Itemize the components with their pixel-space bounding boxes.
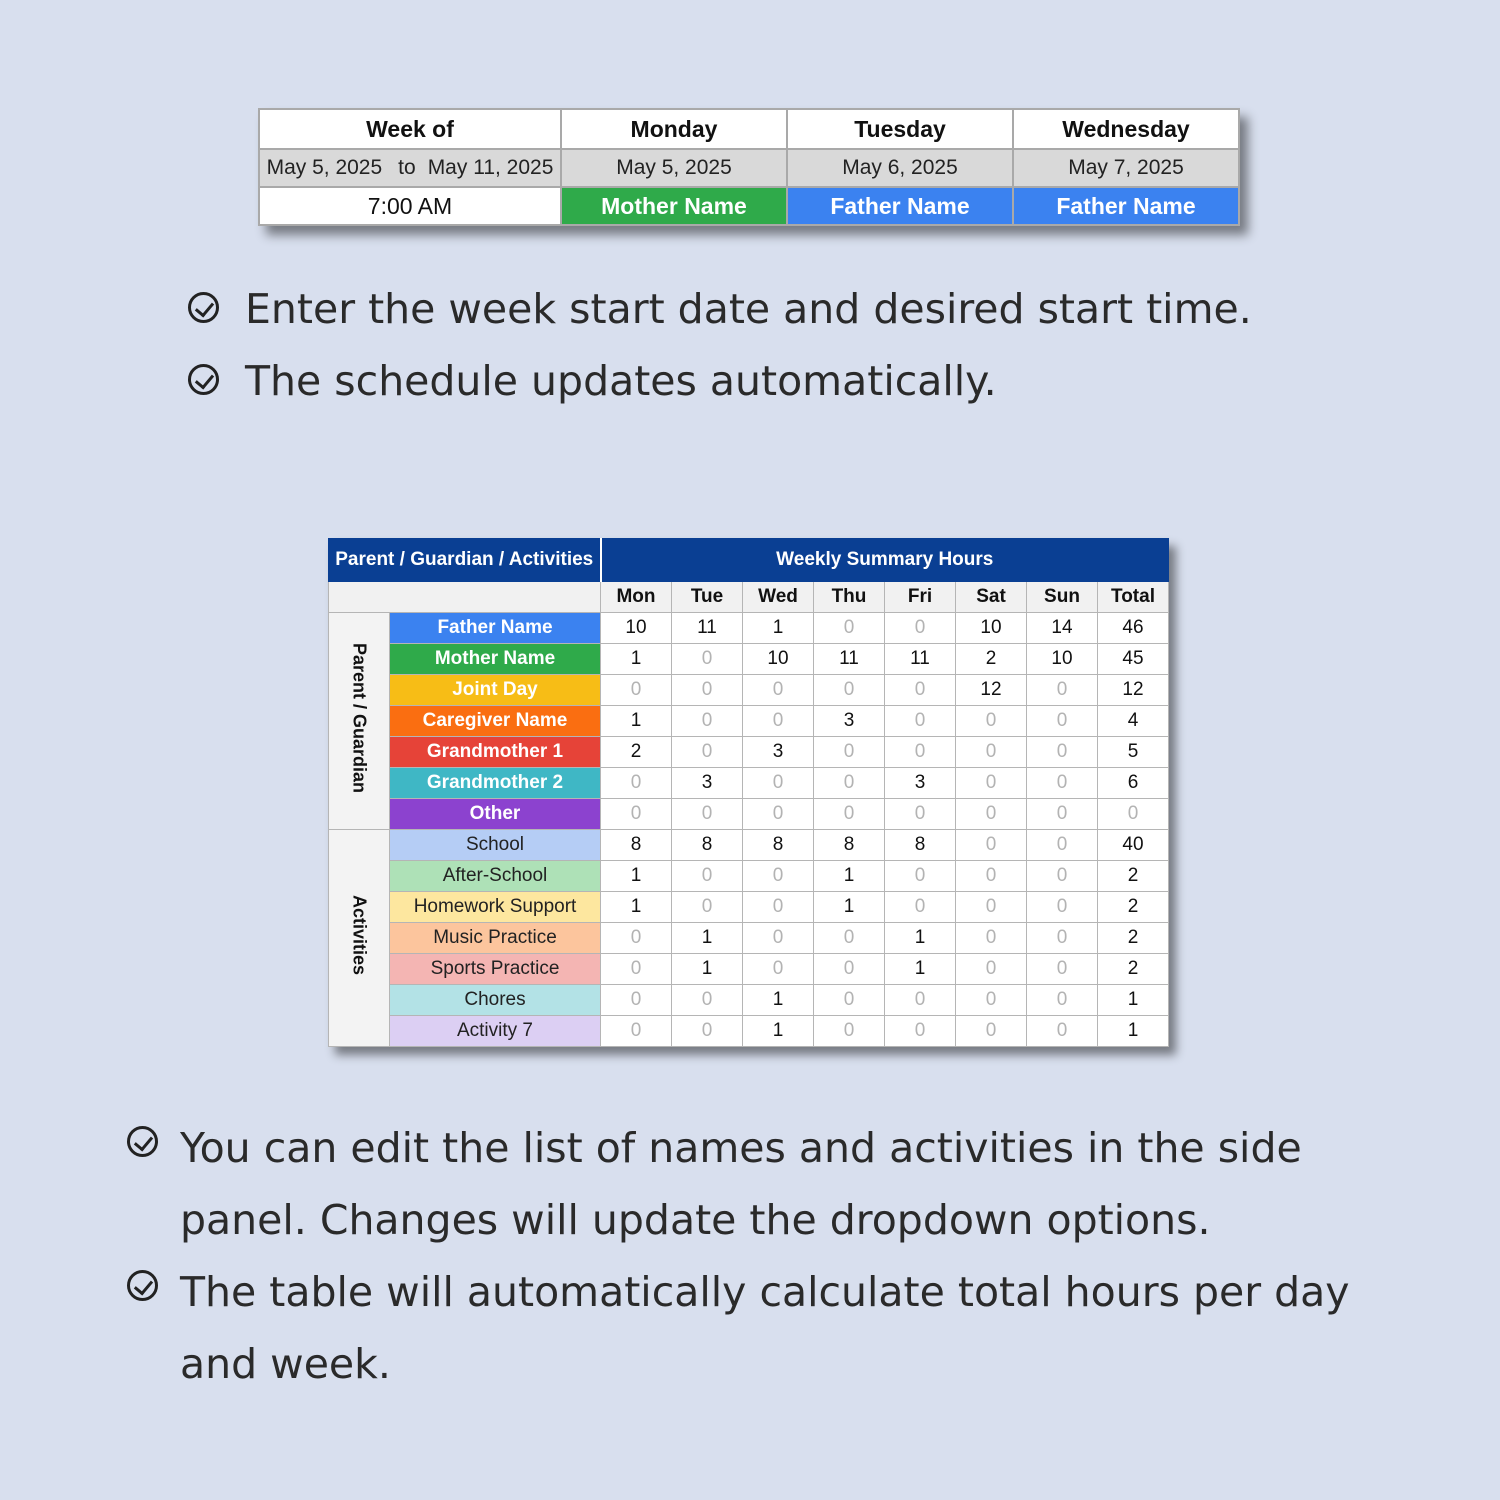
activity-name-cell[interactable]: Activity 7 — [390, 1016, 601, 1047]
hours-cell: 0 — [956, 768, 1027, 799]
hours-cell: 11 — [885, 644, 956, 675]
summary-row — [329, 706, 1169, 737]
summary-row — [329, 892, 1169, 923]
total-hours-cell: 0 — [1098, 799, 1169, 830]
hours-cell: 0 — [956, 830, 1027, 861]
hours-cell: 0 — [672, 737, 743, 768]
hours-cell: 0 — [1027, 706, 1098, 737]
hours-cell: 0 — [743, 799, 814, 830]
hours-cell: 0 — [601, 985, 672, 1016]
total-hours-cell: 45 — [1098, 644, 1169, 675]
hours-cell: 0 — [1027, 954, 1098, 985]
hours-cell: 10 — [601, 613, 672, 644]
week-start-date[interactable]: May 5, 2025 — [266, 156, 383, 179]
hours-cell: 8 — [601, 830, 672, 861]
hours-cell: 1 — [814, 892, 885, 923]
hours-cell: 0 — [1027, 768, 1098, 799]
check-circle-icon — [188, 292, 219, 323]
hours-cell: 0 — [672, 1016, 743, 1047]
total-hours-cell: 40 — [1098, 830, 1169, 861]
summary-row — [329, 613, 1169, 644]
hours-cell: 0 — [814, 675, 885, 706]
day-header-monday: Monday — [561, 109, 787, 149]
hours-cell: 1 — [814, 861, 885, 892]
hours-cell: 0 — [814, 768, 885, 799]
hours-cell: 0 — [601, 1016, 672, 1047]
hours-cell: 0 — [743, 768, 814, 799]
person-name-cell[interactable]: Grandmother 1 — [390, 737, 601, 768]
hours-cell: 1 — [672, 954, 743, 985]
day-column-header: Fri — [885, 582, 956, 613]
hours-cell: 0 — [956, 954, 1027, 985]
group-label-parents — [329, 613, 390, 830]
hours-cell: 11 — [814, 644, 885, 675]
summary-row — [329, 799, 1169, 830]
hours-cell: 1 — [743, 1016, 814, 1047]
check-circle-icon — [127, 1270, 158, 1301]
hours-cell: 0 — [743, 706, 814, 737]
total-hours-cell: 6 — [1098, 768, 1169, 799]
hours-cell: 8 — [885, 830, 956, 861]
activity-name-cell[interactable]: Chores — [390, 985, 601, 1016]
hours-cell: 0 — [1027, 892, 1098, 923]
hours-cell: 0 — [1027, 675, 1098, 706]
hours-cell: 0 — [1027, 830, 1098, 861]
hours-cell: 0 — [601, 768, 672, 799]
date-wednesday: May 7, 2025 — [1013, 149, 1239, 187]
day-header-tuesday: Tuesday — [787, 109, 1013, 149]
hours-cell: 0 — [601, 675, 672, 706]
hours-cell: 2 — [601, 737, 672, 768]
person-name-cell[interactable]: Joint Day — [390, 675, 601, 706]
hours-cell: 0 — [672, 861, 743, 892]
hours-cell: 0 — [672, 644, 743, 675]
group-label-text: Activities — [349, 895, 370, 976]
hours-cell: 0 — [672, 706, 743, 737]
activity-name-cell[interactable]: Sports Practice — [390, 954, 601, 985]
check-circle-icon — [188, 364, 219, 395]
total-hours-cell: 2 — [1098, 861, 1169, 892]
tip-text: You can edit the list of names and activities in the side panel. Changes will update the dropdown options. — [180, 1124, 1302, 1244]
assignee-tuesday[interactable]: Father Name — [787, 187, 1013, 225]
summary-row — [329, 954, 1169, 985]
hours-cell: 1 — [601, 892, 672, 923]
summary-row — [329, 644, 1169, 675]
total-hours-cell: 1 — [1098, 1016, 1169, 1047]
summary-row — [329, 1016, 1169, 1047]
summary-row — [329, 861, 1169, 892]
hours-cell: 0 — [601, 954, 672, 985]
total-hours-cell: 2 — [1098, 892, 1169, 923]
hours-cell: 3 — [814, 706, 885, 737]
hours-cell: 10 — [743, 644, 814, 675]
hours-cell: 0 — [672, 799, 743, 830]
total-hours-cell: 4 — [1098, 706, 1169, 737]
hours-cell: 0 — [814, 954, 885, 985]
hours-cell: 0 — [956, 892, 1027, 923]
person-name-cell[interactable]: Mother Name — [390, 644, 601, 675]
hours-cell: 0 — [956, 799, 1027, 830]
hours-cell: 1 — [885, 923, 956, 954]
weekly-summary-table — [328, 538, 1169, 1047]
hours-cell: 12 — [956, 675, 1027, 706]
hours-cell: 1 — [601, 861, 672, 892]
hours-cell: 0 — [885, 985, 956, 1016]
hours-cell: 0 — [814, 737, 885, 768]
summary-row — [329, 737, 1169, 768]
hours-cell: 1 — [601, 644, 672, 675]
tip-text: The schedule updates automatically. — [245, 357, 997, 405]
hours-cell: 8 — [743, 830, 814, 861]
hours-cell: 0 — [1027, 737, 1098, 768]
hours-cell: 0 — [814, 923, 885, 954]
summary-row — [329, 985, 1169, 1016]
hours-cell: 1 — [743, 985, 814, 1016]
hours-cell: 0 — [601, 799, 672, 830]
hours-cell: 0 — [1027, 799, 1098, 830]
hours-cell: 0 — [743, 675, 814, 706]
hours-cell: 0 — [814, 1016, 885, 1047]
hours-cell: 2 — [956, 644, 1027, 675]
summary-row — [329, 675, 1169, 706]
date-monday: May 5, 2025 — [561, 149, 787, 187]
total-hours-cell: 5 — [1098, 737, 1169, 768]
hours-cell: 8 — [672, 830, 743, 861]
hours-cell: 0 — [885, 706, 956, 737]
hours-cell: 0 — [956, 1016, 1027, 1047]
hours-cell: 0 — [885, 799, 956, 830]
check-circle-icon — [127, 1126, 158, 1157]
hours-cell: 0 — [885, 675, 956, 706]
hours-cell: 1 — [885, 954, 956, 985]
hours-cell: 0 — [814, 799, 885, 830]
activity-name-cell[interactable]: After-School — [390, 861, 601, 892]
hours-cell: 0 — [885, 861, 956, 892]
hours-cell: 0 — [885, 1016, 956, 1047]
hours-cell: 0 — [743, 954, 814, 985]
hours-cell: 0 — [956, 985, 1027, 1016]
hours-cell: 0 — [1027, 923, 1098, 954]
group-label-text: Parent / Guardian — [349, 643, 370, 794]
day-column-header: Mon — [601, 582, 672, 613]
hours-cell: 3 — [885, 768, 956, 799]
hours-cell: 1 — [672, 923, 743, 954]
hours-cell: 0 — [743, 892, 814, 923]
day-column-header: Sat — [956, 582, 1027, 613]
summary-right-title: Weekly Summary Hours — [601, 539, 1169, 582]
activity-name-cell[interactable]: Homework Support — [390, 892, 601, 923]
hours-cell: 0 — [672, 892, 743, 923]
day-column-header: Tue — [672, 582, 743, 613]
hours-cell: 11 — [672, 613, 743, 644]
assignee-wednesday[interactable]: Father Name — [1013, 187, 1239, 225]
day-column-header: Sun — [1027, 582, 1098, 613]
total-hours-cell: 2 — [1098, 954, 1169, 985]
hours-cell: 0 — [885, 892, 956, 923]
activity-name-cell[interactable]: Music Practice — [390, 923, 601, 954]
tip-text: Enter the week start date and desired start time. — [245, 285, 1252, 333]
hours-cell: 0 — [956, 923, 1027, 954]
day-header-wednesday: Wednesday — [1013, 109, 1239, 149]
date-tuesday: May 6, 2025 — [787, 149, 1013, 187]
total-hours-cell: 2 — [1098, 923, 1169, 954]
summary-row — [329, 768, 1169, 799]
person-name-cell[interactable]: Caregiver Name — [390, 706, 601, 737]
hours-cell: 0 — [1027, 861, 1098, 892]
hours-cell: 3 — [672, 768, 743, 799]
tip-text: The table will automatically calculate total hours per day and week. — [180, 1268, 1350, 1388]
week-range-cell[interactable] — [259, 149, 561, 187]
person-name-cell[interactable]: Grandmother 2 — [390, 768, 601, 799]
day-column-header: Total — [1098, 582, 1169, 613]
hours-cell: 0 — [885, 737, 956, 768]
summary-row — [329, 923, 1169, 954]
hours-cell: 14 — [1027, 613, 1098, 644]
hours-cell: 10 — [1027, 644, 1098, 675]
blank-header-cell — [329, 582, 601, 613]
total-hours-cell: 46 — [1098, 613, 1169, 644]
hours-cell: 0 — [1027, 1016, 1098, 1047]
hours-cell: 0 — [1027, 985, 1098, 1016]
day-column-header: Thu — [814, 582, 885, 613]
hours-cell: 0 — [956, 706, 1027, 737]
person-name-cell[interactable]: Other — [390, 799, 601, 830]
hours-cell: 0 — [672, 985, 743, 1016]
hours-cell: 0 — [956, 737, 1027, 768]
week-range-to: to — [398, 156, 416, 179]
week-of-header: Week of — [259, 109, 561, 149]
hours-cell: 0 — [743, 861, 814, 892]
weekly-schedule-table — [258, 108, 1240, 226]
hours-cell: 0 — [743, 923, 814, 954]
total-hours-cell: 1 — [1098, 985, 1169, 1016]
hours-cell: 10 — [956, 613, 1027, 644]
hours-cell: 0 — [956, 861, 1027, 892]
group-label-activities — [329, 830, 390, 1047]
activity-name-cell[interactable]: School — [390, 830, 601, 861]
total-hours-cell: 12 — [1098, 675, 1169, 706]
hours-cell: 0 — [814, 613, 885, 644]
person-name-cell[interactable]: Father Name — [390, 613, 601, 644]
hours-cell: 0 — [672, 675, 743, 706]
summary-row — [329, 830, 1169, 861]
assignee-monday[interactable]: Mother Name — [561, 187, 787, 225]
day-column-header: Wed — [743, 582, 814, 613]
start-time-cell[interactable]: 7:00 AM — [259, 187, 561, 225]
hours-cell: 3 — [743, 737, 814, 768]
week-end-date: May 11, 2025 — [427, 156, 554, 179]
hours-cell: 0 — [601, 923, 672, 954]
hours-cell: 0 — [885, 613, 956, 644]
hours-cell: 8 — [814, 830, 885, 861]
hours-cell: 1 — [743, 613, 814, 644]
hours-cell: 0 — [814, 985, 885, 1016]
summary-left-title: Parent / Guardian / Activities — [329, 539, 601, 582]
hours-cell: 1 — [601, 706, 672, 737]
